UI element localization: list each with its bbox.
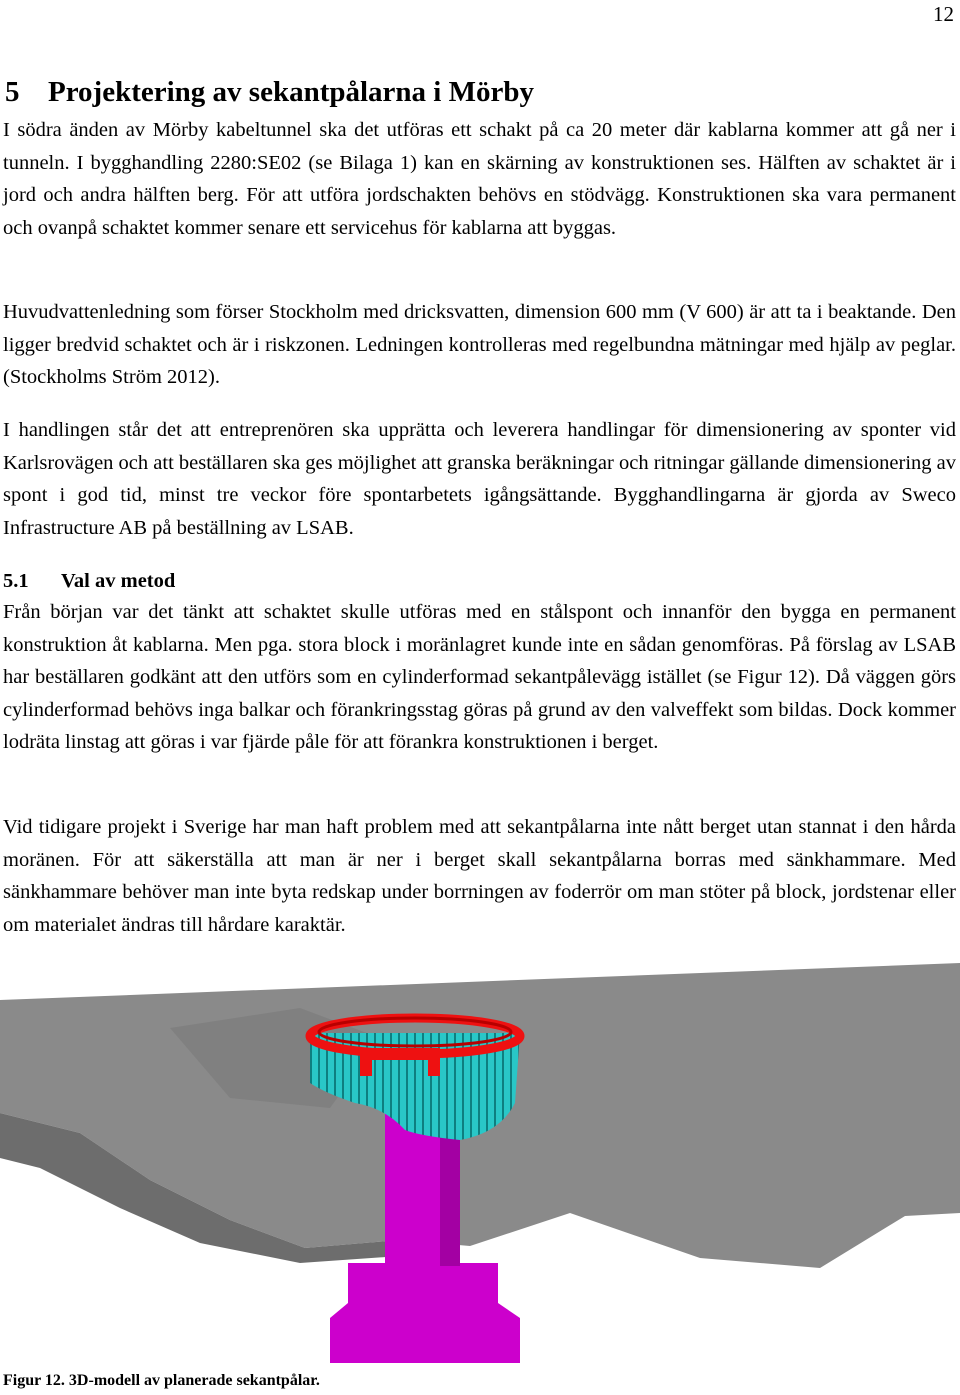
section-title: Projektering av sekantpålarna i Mörby [48,76,534,108]
figure-3d-model [0,958,960,1368]
figure-caption: Figur 12. 3D-modell av planerade sekantpålar. [3,1372,320,1389]
paragraph-documents: I handlingen står det att entreprenören ska upprätta och leverera handlingar för dimensionering av sponter vid Karlsrovägen och att beställaren ska ges möjlighet att granska beräkningar och ritningar gällande dimensionering av spont i god tid, minst tre veckor före spontarbetets igångsättande. Bygghandlingarna är gjorda av Sweco Infrastructure AB på beställning av LSAB. [3,419,956,539]
paragraph-method: Från början var det tänkt att schaktet skulle utföras med en stålspont och innanför den bygga en permanent konstruktion åt kablarna. Men pga. stora block i moränlagret kunde inte en sådan genomföras. På förslag av LSAB har beställaren godkänt att den utförs som en cylinderformad sekantpålevägg istället (se Figur 12). Då väggen görs cylinderformad behövs inga balkar och förankringsstag göras på grund av den valveffekt som bildas. Dock kommer lodräta linstag att göras i var fjärde påle för att förankra konstruktionen i berget. [3,601,956,753]
subsection-title: Val av metod [61,570,176,592]
page-number: 12 [933,2,954,26]
section-heading [5,72,534,112]
shaft-base [330,1263,520,1363]
subsection-heading [3,566,175,596]
section-number: 5 [5,76,20,108]
paragraph-intro: I södra änden av Mörby kabeltunnel ska det utföras ett schakt på ca 20 meter där kablarna kommer att gå ner i tunneln. I bygghandling 2280:SE02 (se Bilaga 1) kan en skärning av konstruktionen ses. Hälften av schaktet är i jord och andra hälften berg. För att utföra jordschakten behövs en stödvägg. Konstruktionen ska vara permanent och ovanpå schaktet kommer senare ett servicehus för kablarna att byggas. [3,119,956,239]
subsection-number: 5.1 [3,570,29,592]
paragraph-water-main: Huvudvattenledning som förser Stockholm med dricksvatten, dimension 600 mm (V 600) är att ta i beaktande. Den ligger bredvid schaktet och är i riskzonen. Ledningen kontrolleras med regelbundna mätningar med hjälp av peglar. (Stockholms Ström 2012). [3,301,956,388]
paragraph-experience: Vid tidigare projekt i Sverige har man haft problem med att sekantpålarna inte nått berget utan stannat i den hårda moränen. För att säkerställa att man är ner i berget skall sekantpålarna borras med sänkhammare. Med sänkhammare behöver man inte byta redskap under borrningen av foderrör om man stöter på block, jordstenar eller om materialet ändras till hårdare karaktär. [3,816,956,936]
